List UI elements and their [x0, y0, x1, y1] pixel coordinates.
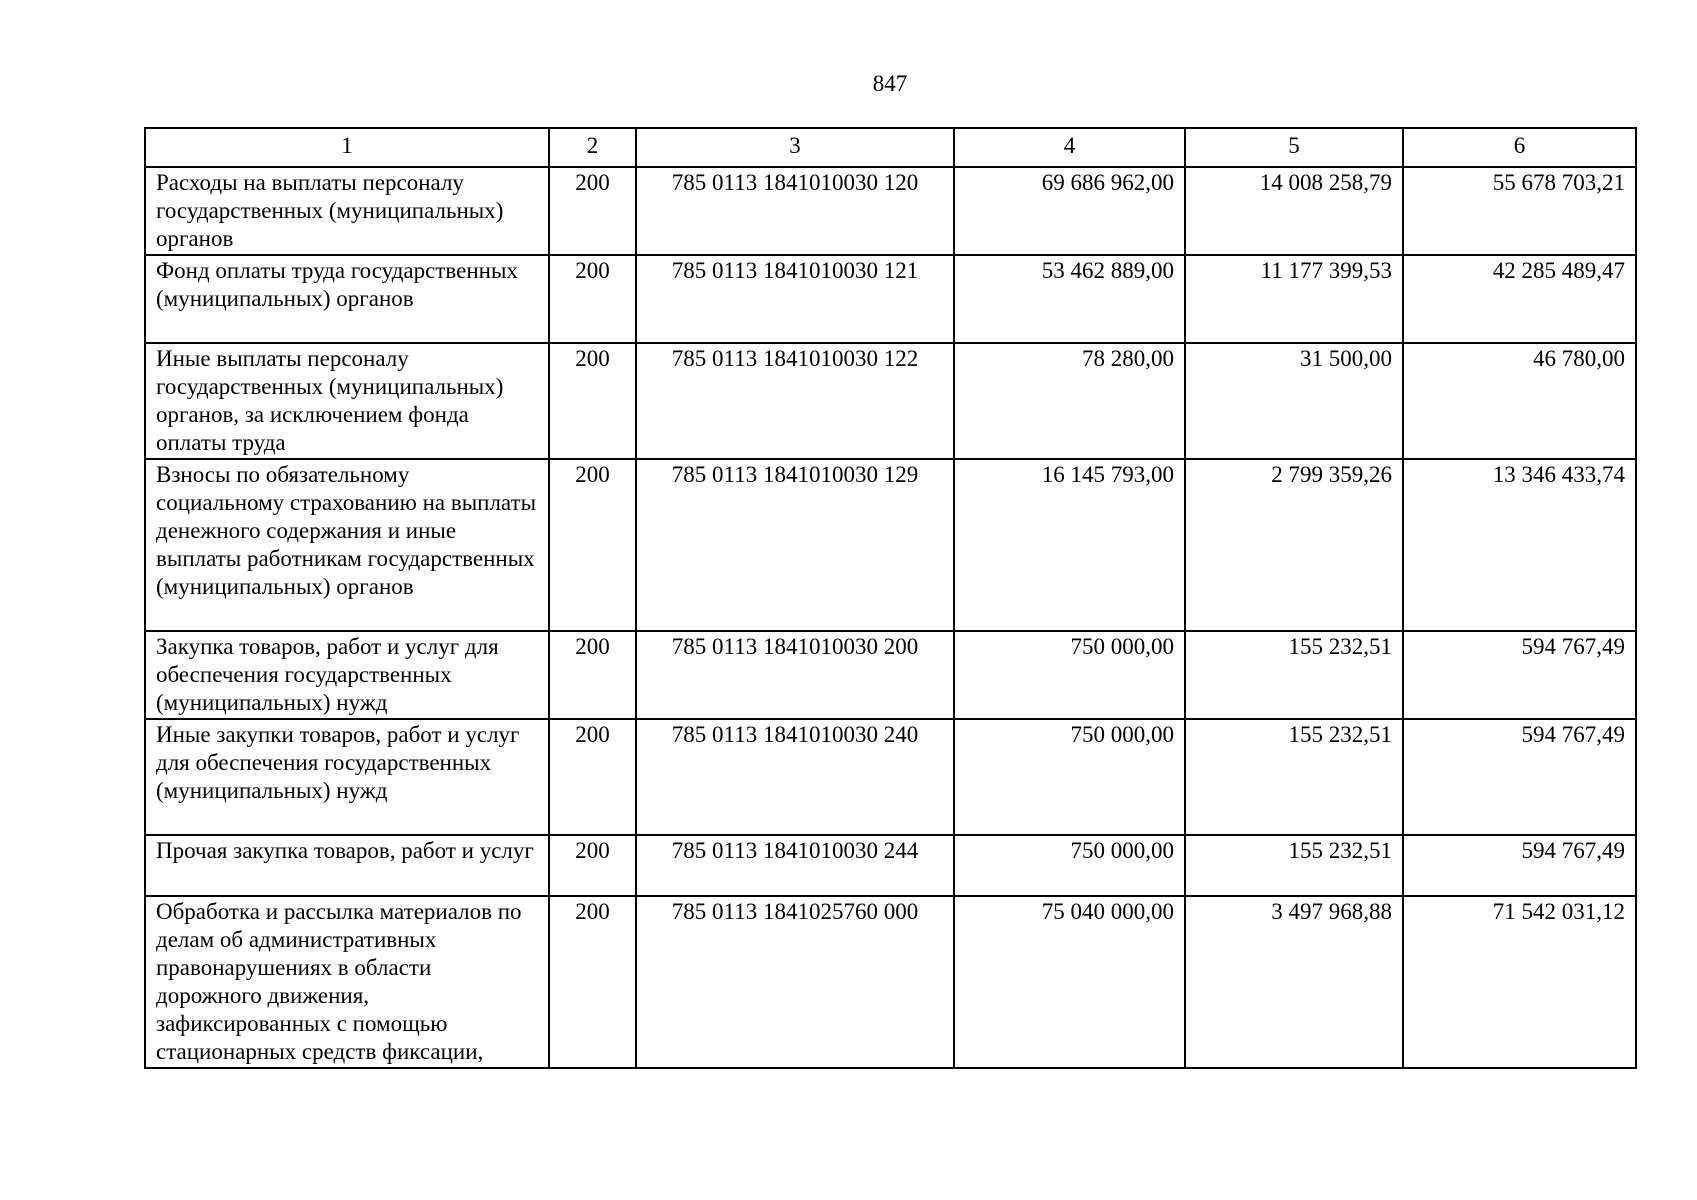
- row-code-cell: 200: [549, 719, 636, 835]
- row-approved-cell: 53 462 889,00: [954, 255, 1185, 343]
- row-code-cell: 200: [549, 459, 636, 631]
- row-kbk-cell: 785 0113 1841010030 122: [636, 343, 954, 459]
- table-header: [145, 128, 1636, 167]
- row-unexecuted-cell: 55 678 703,21: [1403, 167, 1636, 255]
- row-approved-cell: 750 000,00: [954, 719, 1185, 835]
- row-kbk-cell: 785 0113 1841010030 240: [636, 719, 954, 835]
- column-header-3: 3: [636, 128, 954, 167]
- row-kbk-cell: 785 0113 1841010030 244: [636, 835, 954, 896]
- row-kbk-cell: 785 0113 1841010030 121: [636, 255, 954, 343]
- row-unexecuted-cell: 594 767,49: [1403, 631, 1636, 719]
- row-code-cell: 200: [549, 631, 636, 719]
- table-row: [145, 896, 1636, 1068]
- row-kbk-cell: 785 0113 1841010030 129: [636, 459, 954, 631]
- row-approved-cell: 75 040 000,00: [954, 896, 1185, 1068]
- row-kbk-cell: 785 0113 1841010030 200: [636, 631, 954, 719]
- row-kbk-cell: 785 0113 1841010030 120: [636, 167, 954, 255]
- row-name-cell: Иные закупки товаров, работ и услуг для обеспечения государственных (муниципальных) нужд: [145, 719, 549, 835]
- row-approved-cell: 750 000,00: [954, 631, 1185, 719]
- row-name-cell: Иные выплаты персоналу государственных (муниципальных) органов, за исключением фонда оплаты труда: [145, 343, 549, 459]
- row-approved-cell: 69 686 962,00: [954, 167, 1185, 255]
- row-name-cell: Закупка товаров, работ и услуг для обеспечения государственных (муниципальных) нужд: [145, 631, 549, 719]
- column-header-4: 4: [954, 128, 1185, 167]
- row-executed-cell: 3 497 968,88: [1185, 896, 1403, 1068]
- row-unexecuted-cell: 594 767,49: [1403, 835, 1636, 896]
- row-executed-cell: 155 232,51: [1185, 631, 1403, 719]
- row-name-cell: Прочая закупка товаров, работ и услуг: [145, 835, 549, 896]
- row-approved-cell: 78 280,00: [954, 343, 1185, 459]
- row-unexecuted-cell: 46 780,00: [1403, 343, 1636, 459]
- table-body: [145, 167, 1636, 1068]
- table-row: [145, 343, 1636, 459]
- row-approved-cell: 750 000,00: [954, 835, 1185, 896]
- row-unexecuted-cell: 42 285 489,47: [1403, 255, 1636, 343]
- row-approved-cell: 16 145 793,00: [954, 459, 1185, 631]
- row-name-cell: Расходы на выплаты персоналу государственных (муниципальных) органов: [145, 167, 549, 255]
- row-code-cell: 200: [549, 896, 636, 1068]
- row-executed-cell: 155 232,51: [1185, 719, 1403, 835]
- row-unexecuted-cell: 594 767,49: [1403, 719, 1636, 835]
- column-header-1: 1: [145, 128, 549, 167]
- table-row: [145, 459, 1636, 631]
- row-executed-cell: 14 008 258,79: [1185, 167, 1403, 255]
- table-row: [145, 167, 1636, 255]
- row-name-cell: Фонд оплаты труда государственных (муниципальных) органов: [145, 255, 549, 343]
- row-executed-cell: 31 500,00: [1185, 343, 1403, 459]
- table-row: [145, 719, 1636, 835]
- row-name-cell: Взносы по обязательному социальному страхованию на выплаты денежного содержания и иные выплаты работникам государственных (муниципальных) органов: [145, 459, 549, 631]
- column-header-5: 5: [1185, 128, 1403, 167]
- row-unexecuted-cell: 71 542 031,12: [1403, 896, 1636, 1068]
- budget-table: [144, 127, 1637, 1069]
- row-executed-cell: 2 799 359,26: [1185, 459, 1403, 631]
- table-row: [145, 631, 1636, 719]
- row-code-cell: 200: [549, 835, 636, 896]
- row-code-cell: 200: [549, 343, 636, 459]
- row-code-cell: 200: [549, 167, 636, 255]
- row-unexecuted-cell: 13 346 433,74: [1403, 459, 1636, 631]
- column-header-6: 6: [1403, 128, 1636, 167]
- row-name-cell: Обработка и рассылка материалов по делам об административных правонарушениях в области дорожного движения, зафиксированных с помощью стационарных средств фиксации,: [145, 896, 549, 1068]
- table-row: [145, 835, 1636, 896]
- header-row: [145, 128, 1636, 167]
- row-code-cell: 200: [549, 255, 636, 343]
- table-row: [145, 255, 1636, 343]
- row-kbk-cell: 785 0113 1841025760 000: [636, 896, 954, 1068]
- row-executed-cell: 11 177 399,53: [1185, 255, 1403, 343]
- page-number: 847: [872, 71, 908, 96]
- column-header-2: 2: [549, 128, 636, 167]
- row-executed-cell: 155 232,51: [1185, 835, 1403, 896]
